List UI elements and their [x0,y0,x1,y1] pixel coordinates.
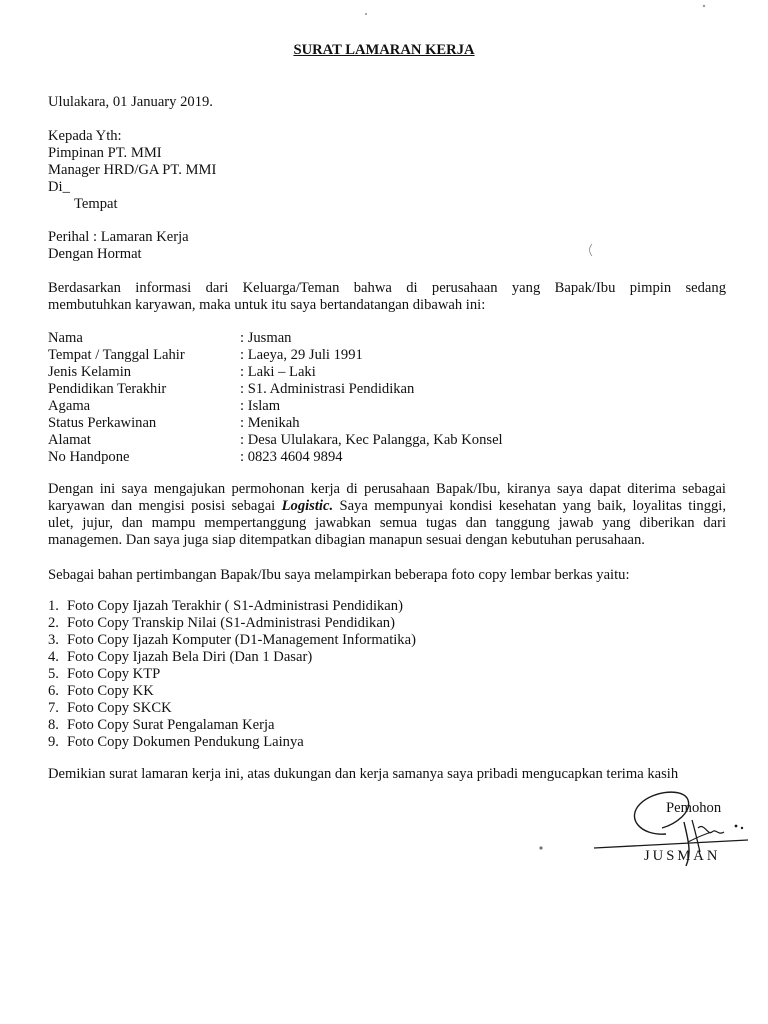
list-number: 6. [48,683,59,699]
list-text: Foto Copy Transkip Nilai (S1-Administrasi Pendidikan) [67,615,395,631]
details-value: : 0823 4604 9894 [240,449,343,465]
paragraph-line: Dengan ini saya mengajukan permohonan kerja di perusahaan Bapak/Ibu, kiranya saya dapat diterima sebagai [48,481,726,497]
list-text: Foto Copy Ijazah Bela Diri (Dan 1 Dasar) [67,649,313,665]
list-item [48,649,726,666]
attachments-list [48,598,726,751]
details-row [48,398,726,415]
subject-line: Perihal : Lamaran Kerja [48,229,189,245]
date-line: Ululakara, 01 January 2019. [48,94,213,110]
handwritten-signature [588,782,758,872]
list-number: 1. [48,598,59,614]
paragraph-line: Berdasarkan informasi dari Keluarga/Teman bahwa di perusahaan yang Bapak/Ibu pimpin sedang [48,280,726,296]
details-value: : Islam [240,398,281,414]
recipient-line: Kepada Yth: [48,128,122,144]
paragraph-text: Saya mempunyai kondisi kesehatan yang baik, loyalitas tinggi, [339,498,727,514]
list-item [48,700,726,717]
paragraph-line: membutuhkan karyawan, maka untuk itu saya bertandatangan dibawah ini: [48,297,486,313]
application-paragraph [48,481,726,549]
details-row [48,347,726,364]
list-text: Foto Copy KK [67,683,154,699]
details-label: Nama [48,330,83,346]
position-name: Logistic. [281,498,334,514]
list-text: Foto Copy Dokumen Pendukung Lainya [67,734,304,750]
recipient-line: Di_ [48,179,70,195]
letter-title: SURAT LAMARAN KERJA [293,42,475,58]
details-row [48,415,726,432]
list-text: Foto Copy SKCK [67,700,172,716]
list-item [48,632,726,649]
signature-block [588,782,758,872]
details-value: : Menikah [240,415,300,431]
signature-name: JUSMAN [644,848,721,864]
details-value: : Laki – Laki [240,364,316,380]
list-text: Foto Copy Ijazah Terakhir ( S1-Administrasi Pendidikan) [67,598,403,614]
details-table [48,330,726,466]
details-label: No Handpone [48,449,130,465]
details-row [48,330,726,347]
list-text: Foto Copy KTP [67,666,161,682]
list-number: 2. [48,615,59,631]
closing-line: Demikian surat lamaran kerja ini, atas dukungan dan kerja samanya saya pribadi mengucapkan terima kasih [48,766,679,782]
details-row [48,364,726,381]
list-item [48,717,726,734]
details-label: Agama [48,398,91,414]
list-item [48,598,726,615]
attachments-intro: Sebagai bahan pertimbangan Bapak/Ibu saya melampirkan beberapa foto copy lembar berkas yaitu: [48,567,630,583]
recipient-line: Manager HRD/GA PT. MMI [48,162,217,178]
list-text: Foto Copy Ijazah Komputer (D1-Management Informatika) [67,632,416,648]
list-number: 3. [48,632,59,648]
paragraph-text: karyawan dan mengisi posisi sebagai [48,498,276,514]
recipient-line: Pimpinan PT. MMI [48,145,162,161]
list-number: 4. [48,649,59,665]
subject-block [48,229,726,263]
list-number: 7. [48,700,59,716]
details-value: : Laeya, 29 Juli 1991 [240,347,363,363]
details-label: Jenis Kelamin [48,364,132,380]
details-value: : Jusman [240,330,292,346]
details-row [48,449,726,466]
details-label: Tempat / Tanggal Lahir [48,347,185,363]
greeting-line: Dengan Hormat [48,246,142,262]
list-item [48,683,726,700]
details-value: : S1. Administrasi Pendidikan [240,381,415,397]
list-number: 9. [48,734,59,750]
intro-paragraph [48,280,726,314]
details-label: Pendidikan Terakhir [48,381,167,397]
recipient-block [48,128,726,213]
details-value: : Desa Ululakara, Kec Palangga, Kab Konsel [240,432,503,448]
details-label: Alamat [48,432,91,448]
paragraph-line: managemen. Dan saya juga siap ditempatkan dibagian manapun sesuai dengan kebutuhan perusahaan. [48,532,645,548]
list-number: 8. [48,717,59,733]
list-number: 5. [48,666,59,682]
list-text: Foto Copy Surat Pengalaman Kerja [67,717,275,733]
list-item [48,666,726,683]
recipient-place: Tempat [74,196,118,212]
details-label: Status Perkawinan [48,415,157,431]
details-row [48,381,726,398]
signature-role: Pemohon [666,800,722,816]
list-item [48,615,726,632]
details-row [48,432,726,449]
list-item [48,734,726,751]
paragraph-line: ulet, jujur, dan mampu mempertanggung jawabkan semua tugas dan tanggung jawab yang diberikan dari [48,515,726,531]
paragraph-line [48,498,726,515]
